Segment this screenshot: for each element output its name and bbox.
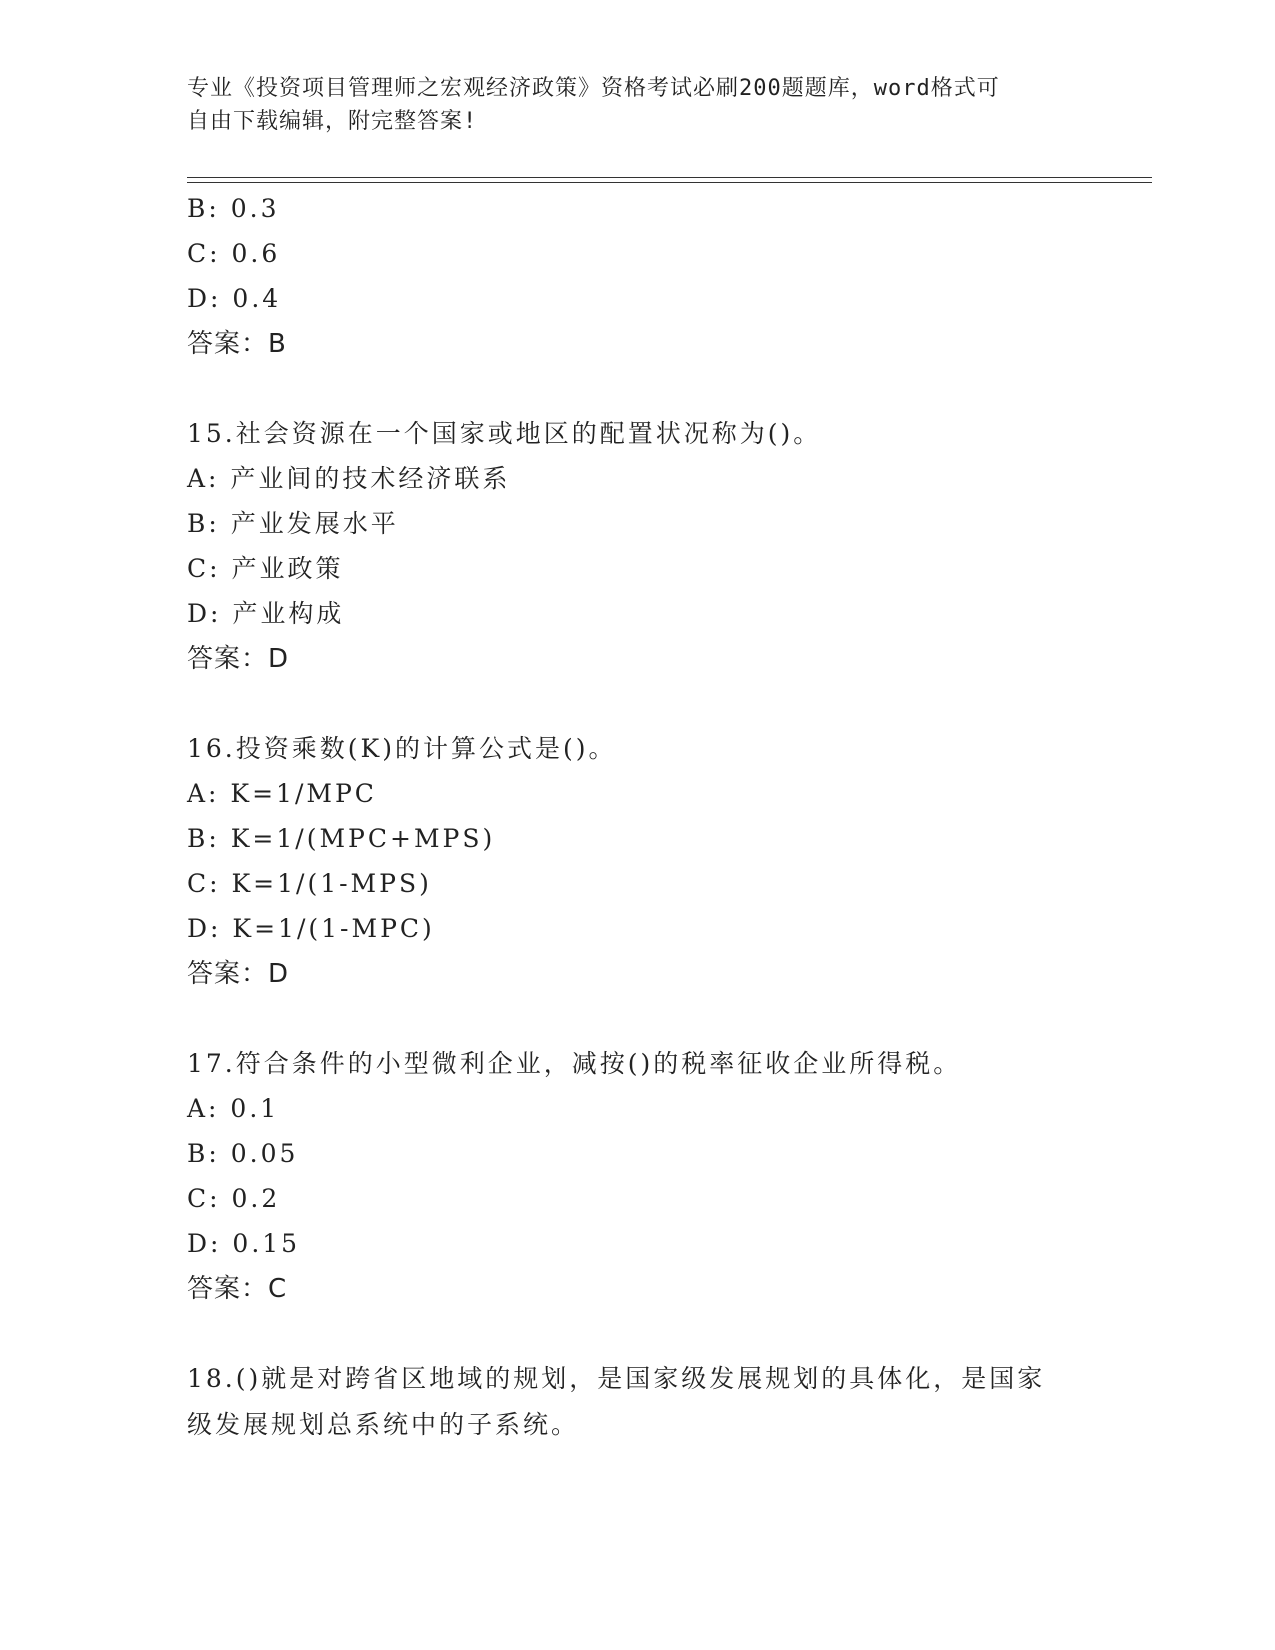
q14-option-c: C: 0.6 [187,239,281,268]
q18-question-line-2: 级发展规划总系统中的子系统。 [187,1410,580,1439]
q15-option-d: D: 产业构成 [187,599,345,628]
q16-question: 16.投资乘数(K)的计算公式是()。 [187,734,617,763]
q14-answer: 答案：B [187,329,287,359]
q17-option-d: D: 0.15 [187,1229,301,1258]
q17-option-b: B: 0.05 [187,1139,299,1168]
header-divider-top [187,177,1152,178]
document-header [187,72,1087,138]
header-line-1: 专业《投资项目管理师之宏观经济政策》资格考试必刷200题题库，word格式可 [187,76,1000,101]
q16-option-a: A: K=1/MPC [187,779,377,808]
q15-option-b: B: 产业发展水平 [187,509,399,538]
q16-option-c: C: K=1/(1-MPS) [187,869,432,898]
q15-answer: 答案：D [187,644,290,674]
header-divider-bottom [187,182,1152,183]
q17-question: 17.符合条件的小型微利企业，减按()的税率征收企业所得税。 [187,1049,962,1078]
q18-question-line-1: 18.()就是对跨省区地域的规划，是国家级发展规划的具体化，是国家 [187,1364,1046,1393]
q14-option-b: B: 0.3 [187,194,280,223]
q17-option-a: A: 0.1 [187,1094,280,1123]
q15-option-a: A: 产业间的技术经济联系 [187,464,511,493]
q17-answer: 答案：C [187,1274,288,1304]
q14-option-d: D: 0.4 [187,284,282,313]
q16-option-d: D: K=1/(1-MPC) [187,914,435,943]
q17-option-c: C: 0.2 [187,1184,281,1213]
q15-question: 15.社会资源在一个国家或地区的配置状况称为()。 [187,419,822,448]
q15-option-c: C: 产业政策 [187,554,344,583]
q16-answer: 答案：D [187,959,290,989]
q16-option-b: B: K=1/(MPC+MPS) [187,824,496,853]
header-line-2: 自由下载编辑，附完整答案! [187,109,478,134]
